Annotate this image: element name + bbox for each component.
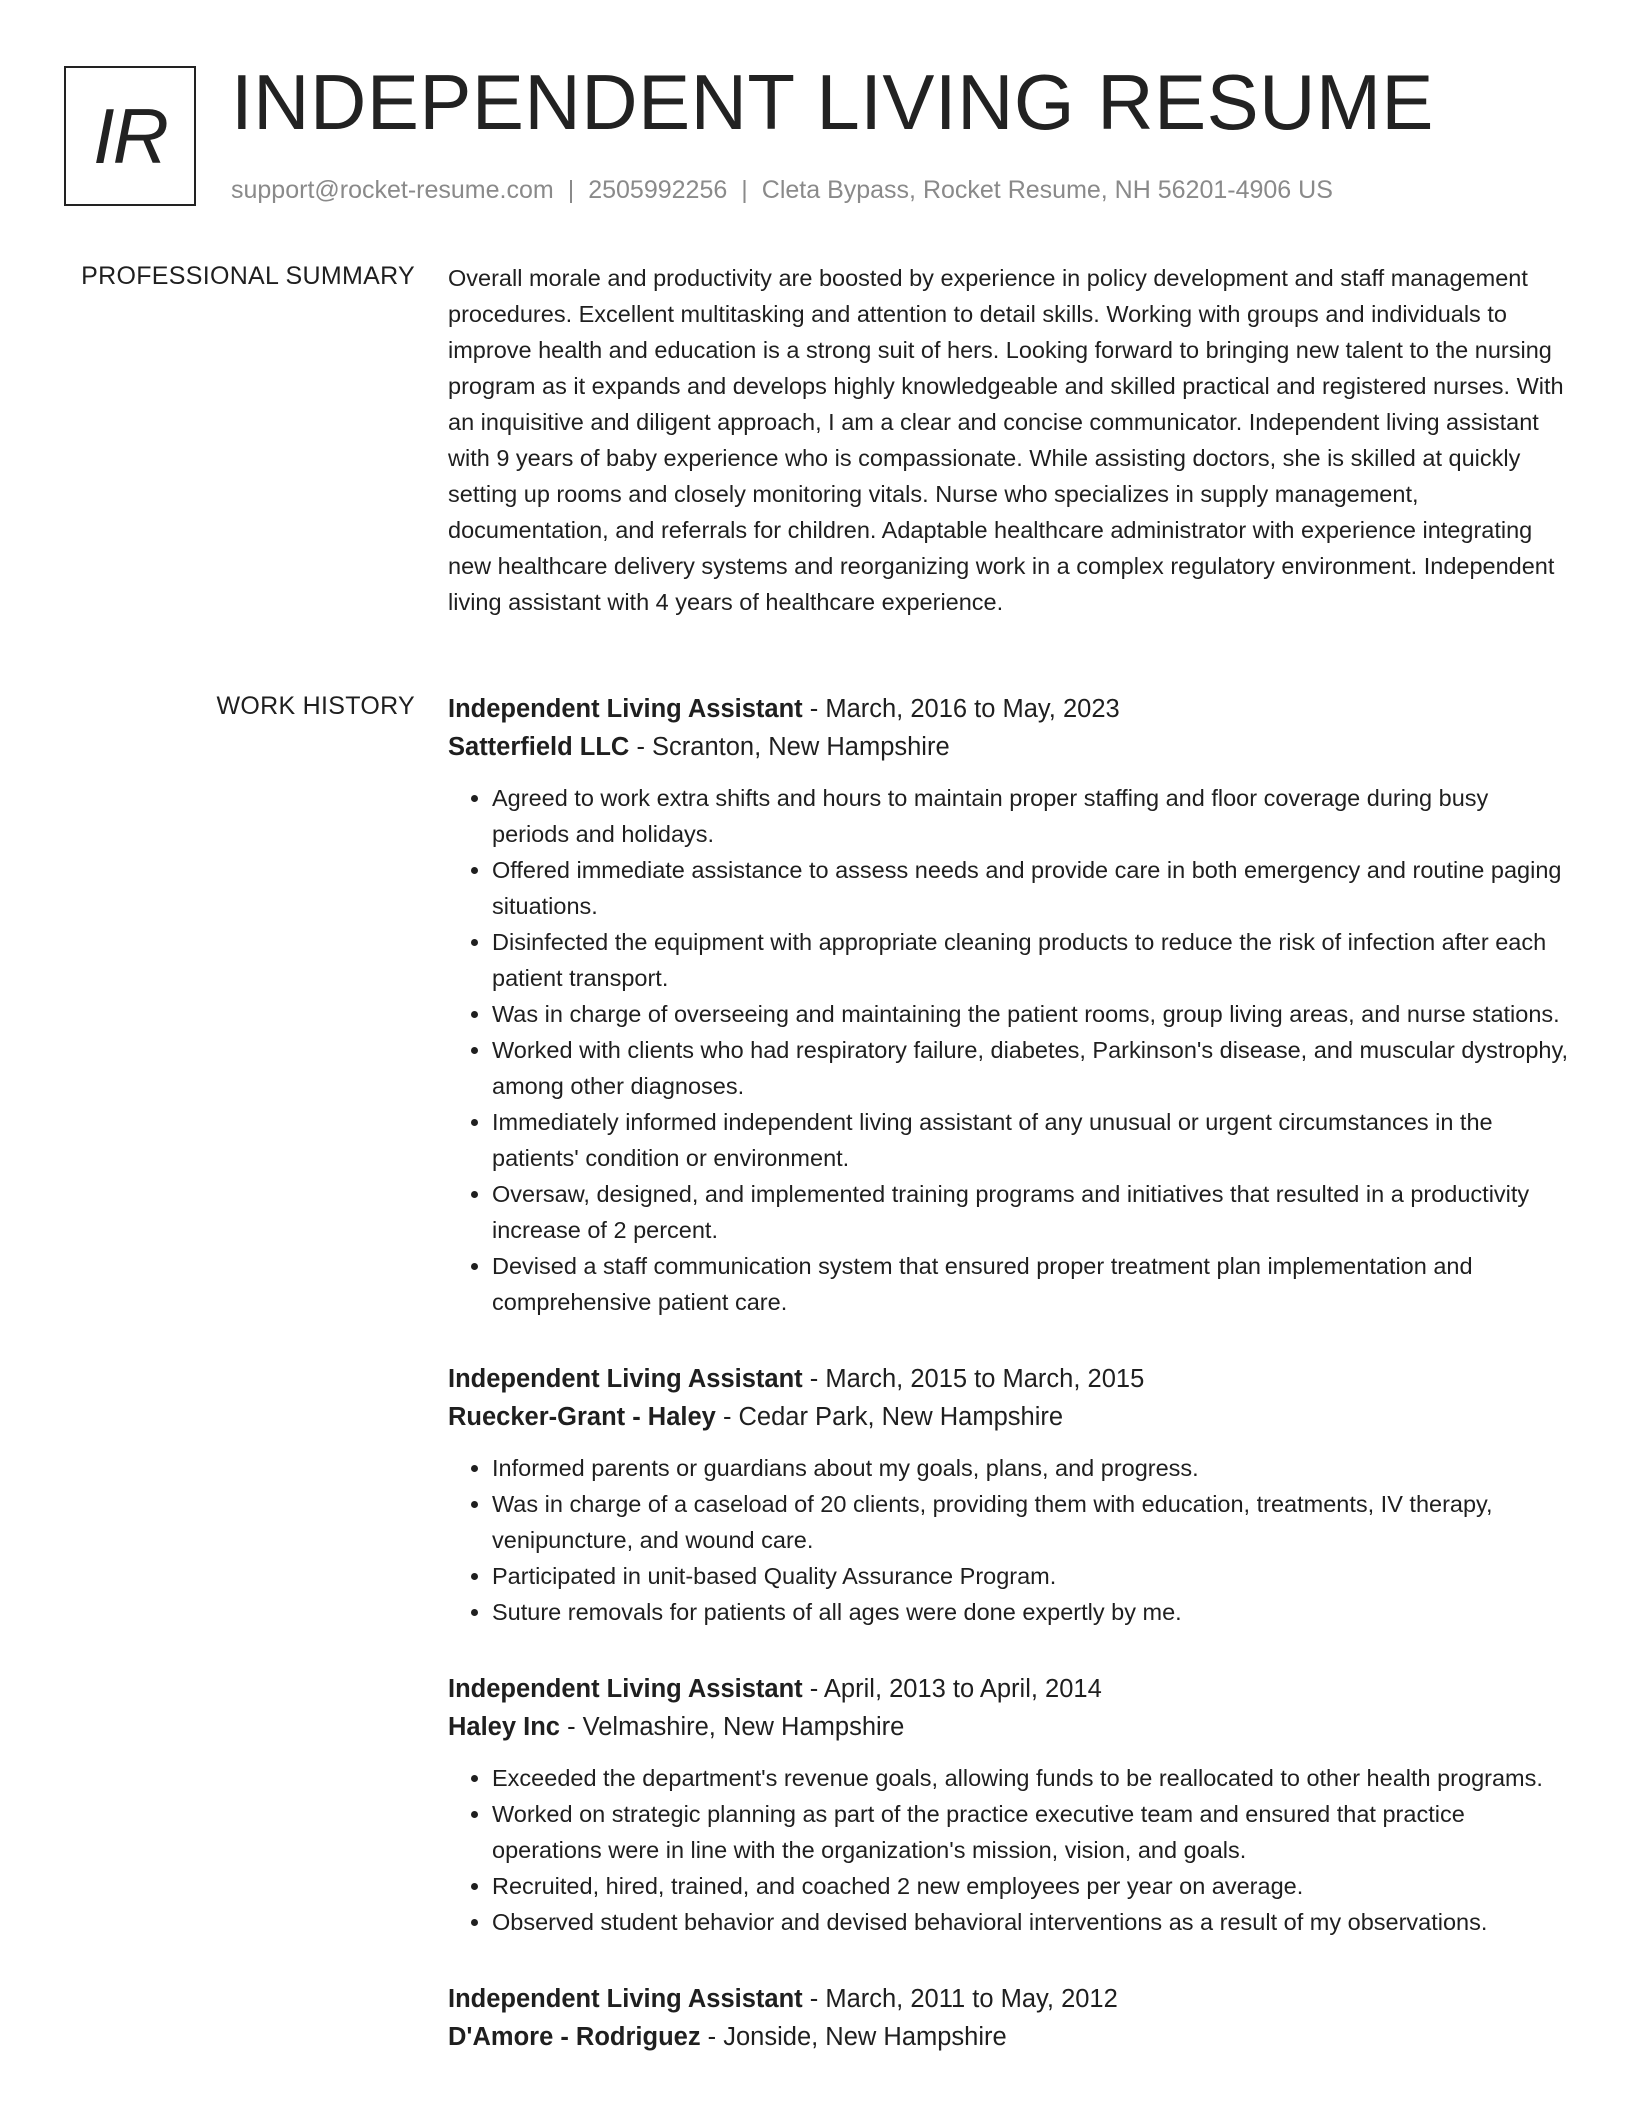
job-title-line <box>448 1360 1568 1398</box>
job-company: Satterfield LLC <box>448 733 630 761</box>
job-bullet: • Was in charge of a caseload of 20 clients, providing them with education, treatments, IV therapy, venipuncture, and wound care. <box>492 1486 1568 1558</box>
job-title: Independent Living Assistant <box>448 695 803 723</box>
job-title-line <box>448 690 1568 728</box>
job-title: Independent Living Assistant <box>448 1985 803 2013</box>
job-location: - Scranton, New Hampshire <box>629 733 950 761</box>
job-bullet: • Worked with clients who had respiratory failure, diabetes, Parkinson's disease, and muscular dystrophy, among other diagnoses. <box>492 1032 1568 1104</box>
job-bullet: • Exceeded the department's revenue goals, allowing funds to be reallocated to other health programs. <box>492 1760 1568 1796</box>
job-bullet-list <box>448 780 1568 1320</box>
job-company-line <box>448 1708 1568 1746</box>
job-bullet-list <box>448 1450 1568 1630</box>
job-title: Independent Living Assistant <box>448 1675 803 1703</box>
job-bullet: • Observed student behavior and devised behavioral interventions as a result of my observations. <box>492 1904 1568 1940</box>
job-company-line <box>448 1398 1568 1436</box>
job-entry <box>448 690 1568 1320</box>
contact-email[interactable]: support@rocket-resume.com <box>231 176 554 204</box>
job-title-line <box>448 1670 1568 1708</box>
job-title-line <box>448 1980 1568 2018</box>
job-bullet: • Participated in unit-based Quality Assurance Program. <box>492 1558 1568 1594</box>
job-entry <box>448 1360 1568 1630</box>
job-company: Haley Inc <box>448 1713 560 1741</box>
job-company: D'Amore - Rodriguez <box>448 2023 701 2051</box>
job-company-line <box>448 2018 1568 2056</box>
contact-separator: | <box>567 176 575 204</box>
job-bullet: • Immediately informed independent living assistant of any unusual or urgent circumstances in the patients' condition or environment. <box>492 1104 1568 1176</box>
job-company-line <box>448 728 1568 766</box>
job-entry <box>448 1980 1568 2056</box>
job-dates: - March, 2015 to March, 2015 <box>802 1365 1145 1393</box>
job-company: Ruecker-Grant - Haley <box>448 1403 716 1431</box>
job-bullet-list <box>448 1760 1568 1940</box>
job-location: - Jonside, New Hampshire <box>700 2023 1007 2051</box>
job-bullet: • Devised a staff communication system that ensured proper treatment plan implementation and comprehensive patient care. <box>492 1248 1568 1320</box>
contact-line <box>231 176 1333 205</box>
work-history-section-label: WORK HISTORY <box>216 692 415 720</box>
contact-phone[interactable]: 2505992256 <box>588 176 728 204</box>
resume-title: INDEPENDENT LIVING RESUME <box>231 58 1434 146</box>
job-location: - Cedar Park, New Hampshire <box>715 1403 1064 1431</box>
job-dates: - April, 2013 to April, 2014 <box>802 1675 1102 1703</box>
monogram-logo: IR <box>64 66 196 206</box>
job-bullet: • Offered immediate assistance to assess needs and provide care in both emergency and routine paging situations. <box>492 852 1568 924</box>
summary-text: Overall morale and productivity are boosted by experience in policy development and staff management procedures. Excellent multitasking and attention to detail skills. Working with groups and individuals to improve health and education is a strong suit of hers. Looking forward to bringing new talent to the nursing program as it expands and develops highly knowledgeable and skilled practical and registered nurses. With an inquisitive and diligent approach, I am a clear and concise communicator. Independent living assistant with 9 years of baby experience who is compassionate. While assisting doctors, she is skilled at quickly setting up rooms and closely monitoring vitals. Nurse who specializes in supply management, documentation, and referrals for children. Adaptable healthcare administrator with experience integrating new healthcare delivery systems and reorganizing work in a complex regulatory environment. Independent living assistant with 4 years of healthcare experience. <box>448 265 1564 615</box>
job-bullet: • Oversaw, designed, and implemented training programs and initiatives that resulted in a productivity increase of 2 percent. <box>492 1176 1568 1248</box>
work-history-list <box>448 690 1568 2096</box>
job-location: - Velmashire, New Hampshire <box>559 1713 905 1741</box>
contact-address: Cleta Bypass, Rocket Resume, NH 56201-4906 US <box>761 176 1333 204</box>
job-bullet: • Suture removals for patients of all ages were done expertly by me. <box>492 1594 1568 1630</box>
job-bullet: • Worked on strategic planning as part of the practice executive team and ensured that practice operations were in line with the organization's mission, vision, and goals. <box>492 1796 1568 1868</box>
job-entry <box>448 1670 1568 1940</box>
job-bullet: • Agreed to work extra shifts and hours to maintain proper staffing and floor coverage during busy periods and holidays. <box>492 780 1568 852</box>
job-bullet: • Disinfected the equipment with appropriate cleaning products to reduce the risk of infection after each patient transport. <box>492 924 1568 996</box>
job-title: Independent Living Assistant <box>448 1365 803 1393</box>
job-dates: - March, 2016 to May, 2023 <box>802 695 1120 723</box>
job-bullet: • Recruited, hired, trained, and coached 2 new employees per year on average. <box>492 1868 1568 1904</box>
summary-section-label: PROFESSIONAL SUMMARY <box>81 262 415 290</box>
job-bullet: • Was in charge of overseeing and maintaining the patient rooms, group living areas, and nurse stations. <box>492 996 1568 1032</box>
job-dates: - March, 2011 to May, 2012 <box>802 1985 1118 2013</box>
contact-separator: | <box>741 176 748 204</box>
job-bullet: • Informed parents or guardians about my goals, plans, and progress. <box>492 1450 1568 1486</box>
